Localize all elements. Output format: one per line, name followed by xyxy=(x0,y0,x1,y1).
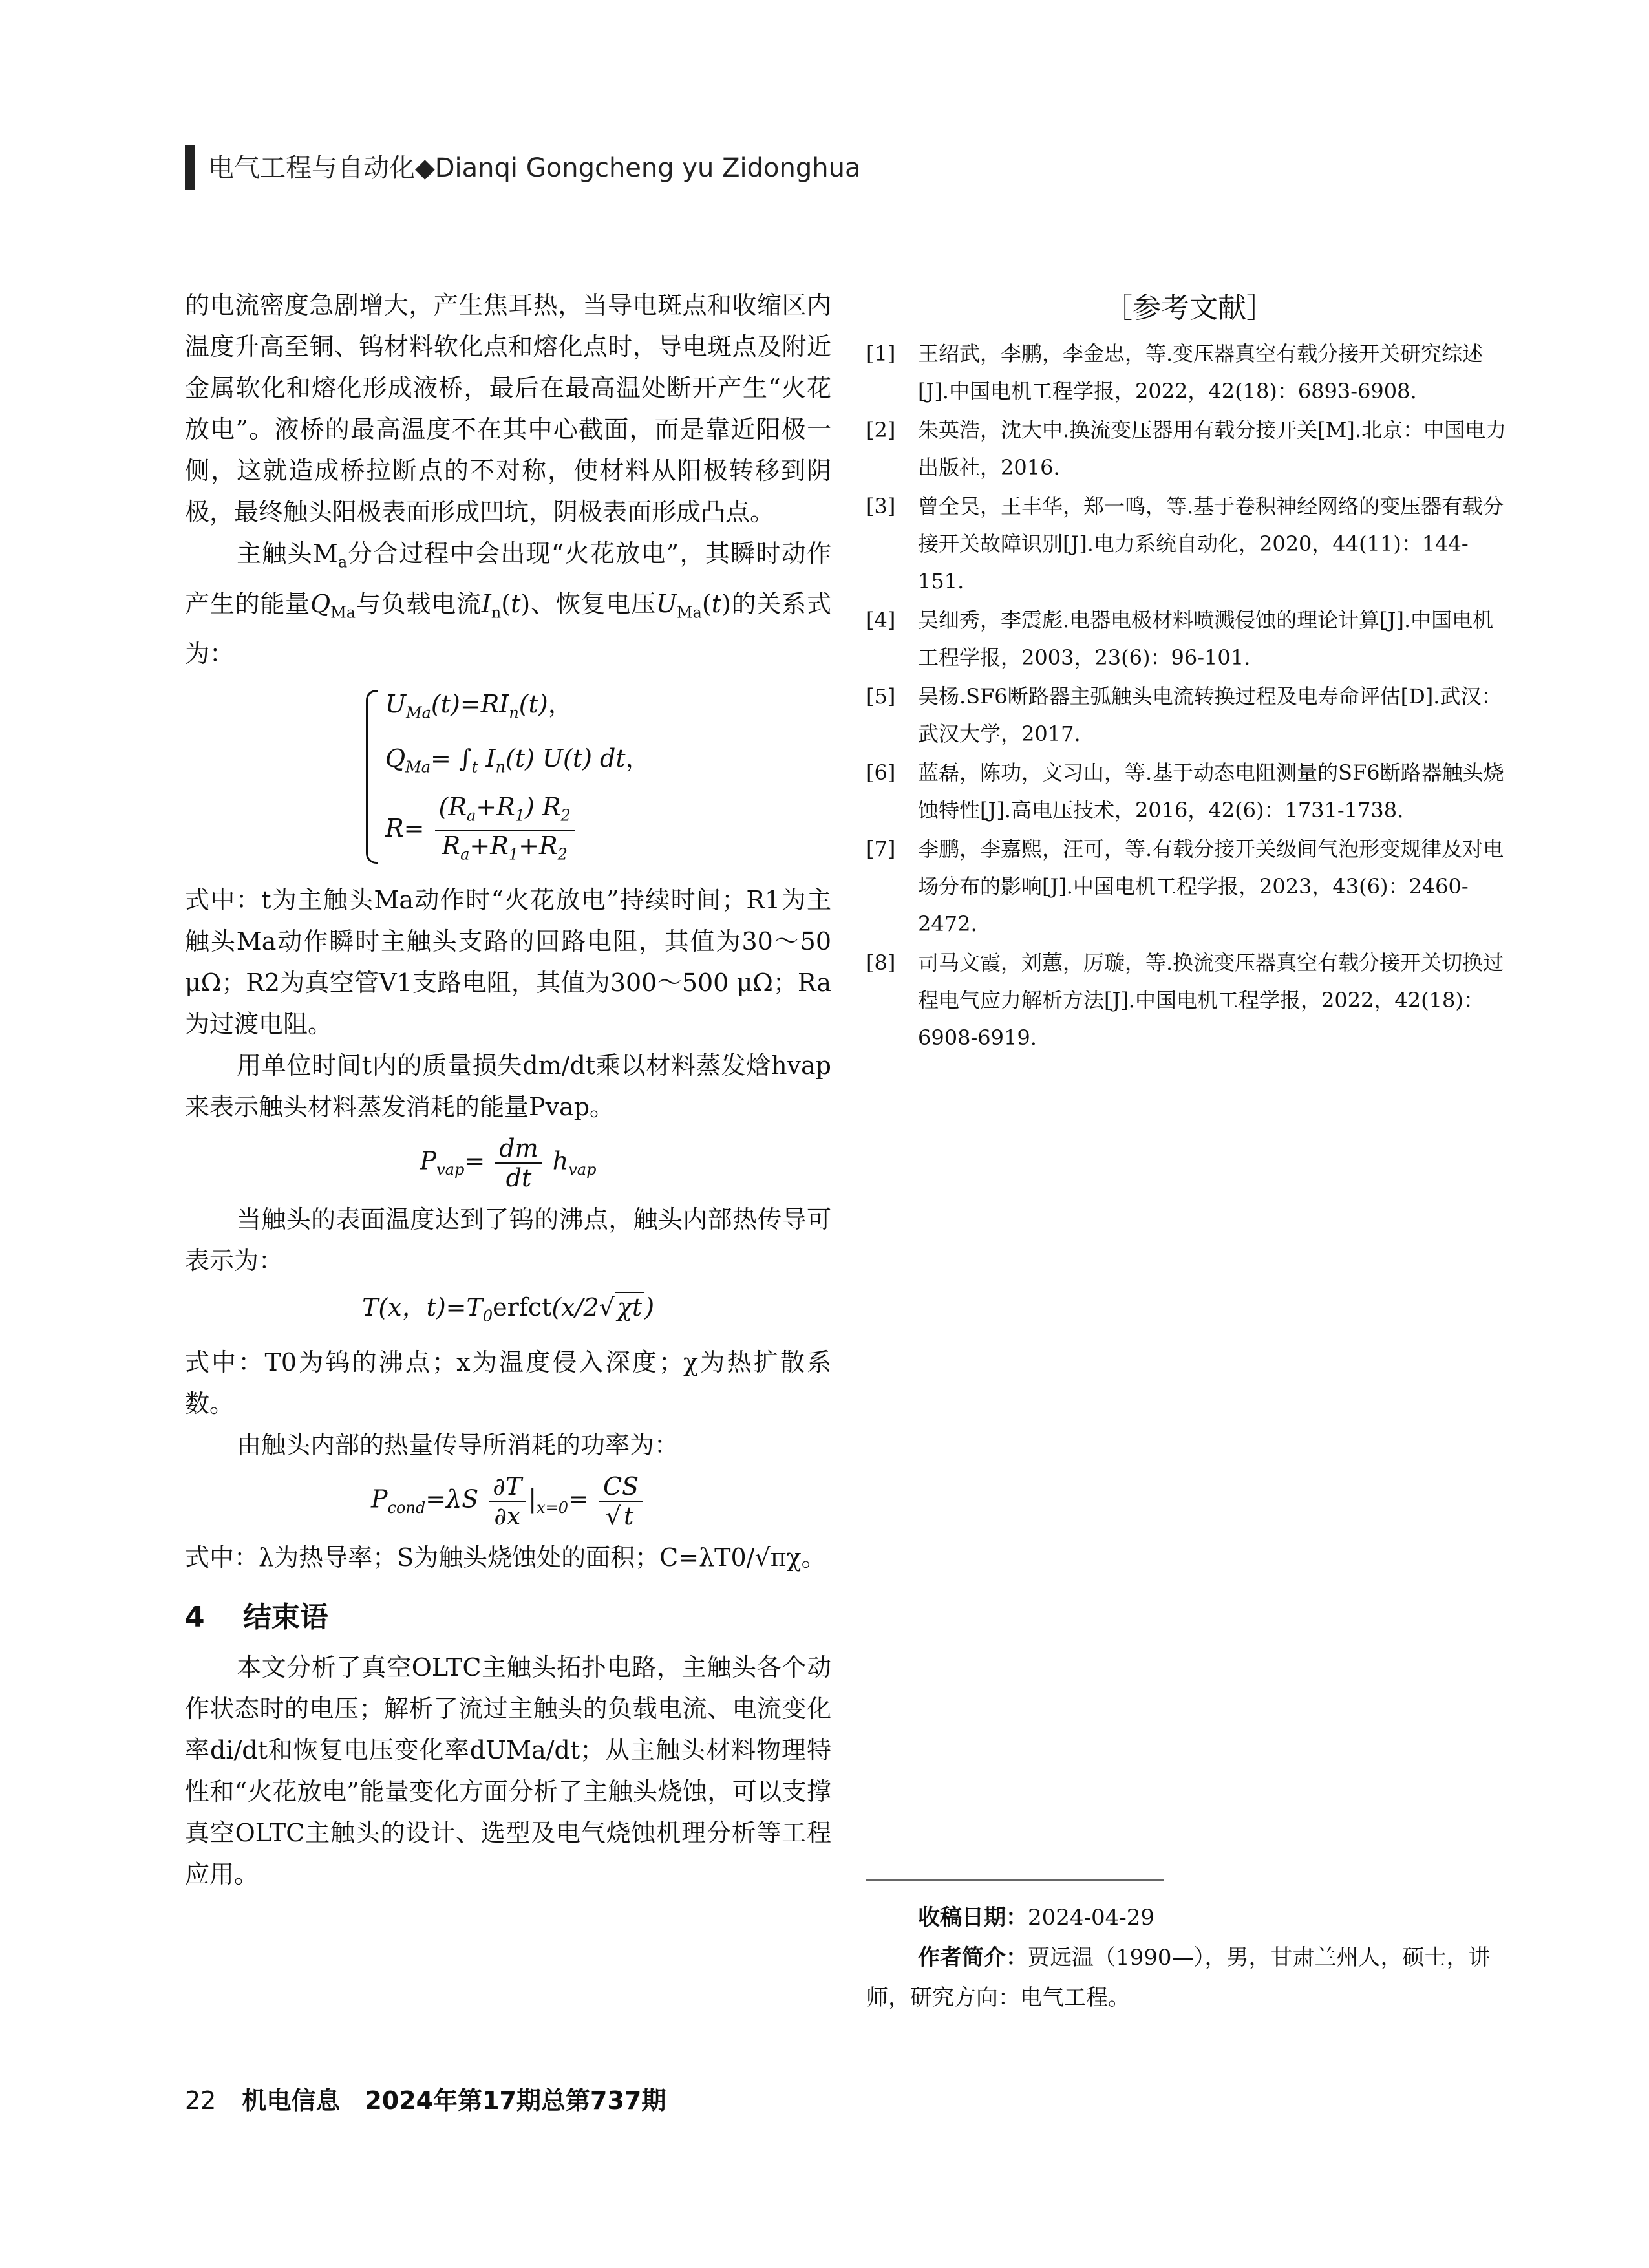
equation-1: $U_{Ma}(t)=RI_n(t)$， xyxy=(385,690,573,722)
running-header xyxy=(185,145,928,190)
reference-4: [4] 吴细秀，李震彪.电器电极材料喷溅侵蚀的理论计算[J].中国电机工程学报，2003，23(6)：96-101. xyxy=(866,608,1494,670)
reference-3: [3] 曾全昊，王丰华，郑一鸣，等.基于卷积神经网络的变压器有载分接开关故障识别[J].电力系统自动化，2020，44(11)：144-151. xyxy=(866,494,1504,594)
equation-2: $Q_{Ma}= \int_t$ $I_n(t)$ U(t) dt， xyxy=(385,744,650,776)
footnote xyxy=(866,1898,1513,2018)
footnote-rule xyxy=(866,1879,1164,1881)
reference-7: [7] 李鹏，李嘉熙，汪可，等.有载分接开关级间气泡形变规律及对电场分布的影响[J].中国电机工程学报，2023，43(6)：2460-2472. xyxy=(866,837,1504,936)
reference-2: [2] 朱英浩，沈大中.换流变压器用有载分接开关[M].北京：中国电力出版社，2016. xyxy=(866,418,1507,480)
reference-6: [6] 蓝磊，陈功，文习山，等.基于动态电阻测量的SF6断路器触头烧蚀特性[J].高电压技术，2016，42(6)：1731-1738. xyxy=(866,760,1504,822)
equation-system xyxy=(366,685,831,868)
right-column xyxy=(866,284,1513,1058)
paragraph-6: 式中：T0为钨的沸点；x为温度侵入深度；χ为热扩散系数。 xyxy=(185,1348,831,1418)
paragraph-7: 由触头内部的热量传导所消耗的功率为： xyxy=(237,1431,679,1460)
header-bar xyxy=(185,145,195,190)
page-number: 22 xyxy=(185,2086,217,2115)
section-heading xyxy=(185,1594,831,1635)
section-title: 结束语 xyxy=(243,1601,328,1634)
equation-brace xyxy=(366,690,378,863)
header-text: 电气工程与自动化◆Dianqi Gongcheng yu Zidonghua xyxy=(208,153,861,183)
reference-8: [8] 司马文霞，刘蕙，厉璇，等.换流变压器真空有载分接开关切换过程电气应力解析方法[J].中国电机工程学报，2022，42(18)：6908-6919. xyxy=(866,950,1504,1050)
paragraph-3: 式中：t为主触头Ma动作时“火花放电”持续时间；R1为主触头Ma动作瞬时主触头支路的回路电阻，其值为30～50 μΩ；R2为真空管V1支路电阻，其值为300～500 μΩ；Ra为过渡电阻。 xyxy=(185,885,831,1038)
paragraph-5: 当触头的表面温度达到了钨的沸点，触头内部热传导可表示为： xyxy=(185,1204,831,1275)
equation-3: R= $\frac{(R_a+R_1) R_2}{R_a+R_1+R_2}$ xyxy=(385,793,831,868)
paragraph-4: 用单位时间t内的质量损失dm/dt乘以材料蒸发焓hvap来表示触头材料蒸发消耗的能量Pvap。 xyxy=(185,1051,831,1121)
equation-pcond: $P_{cond}=\lambda S$ $\frac{\partial T}{\partial x}$ $|_{x=0}=$ $\frac{CS}{√ t}$ xyxy=(185,1472,831,1530)
reference-5: [5] 吴杨.SF6断路器主弧触头电流转换过程及电寿命评估[D].武汉：武汉大学，2017. xyxy=(866,684,1502,746)
equation-pvap: $P_{vap}=$ $\frac{dm}{dt}$ $h_{vap}$ xyxy=(420,1133,597,1192)
reference-1: [1] 王绍武，李鹏，李金忠，等.变压器真空有载分接开关研究综述[J].中国电机工程学报，2022，42(18)：6893-6908. xyxy=(866,341,1484,403)
equation-temperature: T(x，$t)=T_0erfct(x/2√$ χt ) xyxy=(361,1292,655,1325)
paragraph-9: 本文分析了真空OLTC主触头拓扑电路，主触头各个动作状态时的电压；解析了流过主触头的负载电流、电流变化率di/dt和恢复电压变化率dUMa/dt；从主触头材料物理特性和“火花放电”能量变化方面分析了主触头烧蚀，可以支撑真空OLTC主触头的设计、选型及电气烧蚀机理分析等工程应用。 xyxy=(185,1653,831,1889)
author-bio: 作者简介：贾远温（1990—），男，甘肃兰州人，硕士，讲师，研究方向：电气工程。 xyxy=(866,1945,1491,2011)
left-column xyxy=(185,284,831,1895)
paragraph-8: 式中：λ为热导率；S为触头烧蚀处的面积；C=λT0/√πχ。 xyxy=(185,1543,826,1572)
paragraph-2: 主触头$M_a$分合过程中会出现“火花放电”，其瞬时动作产生的能量$Q_{Ma}$与负载电流$I_n(t)$、恢复电压$U_{Ma}(t)$的关系式为： xyxy=(185,539,831,669)
page-footer xyxy=(185,2081,666,2116)
received-date: 收稿日期：2024-04-29 xyxy=(918,1905,1155,1931)
references-title: ［参考文献］ xyxy=(1104,292,1275,325)
journal-info: 机电信息 2024年第17期总第737期 xyxy=(242,2086,666,2115)
paragraph-1: 的电流密度急剧增大，产生焦耳热，当导电斑点和收缩区内温度升高至铜、钨材料软化点和熔化点时，导电斑点及附近金属软化和熔化形成液桥，最后在最高温处断开产生“火花放电”。液桥的最高温度不在其中心截面，而是靠近阳极一侧，这就造成桥拉断点的不对称，使材料从阳极转移到阴极，最终触头阳极表面形成凹坑，阴极表面形成凸点。 xyxy=(185,291,831,526)
section-number: 4 xyxy=(185,1601,205,1634)
